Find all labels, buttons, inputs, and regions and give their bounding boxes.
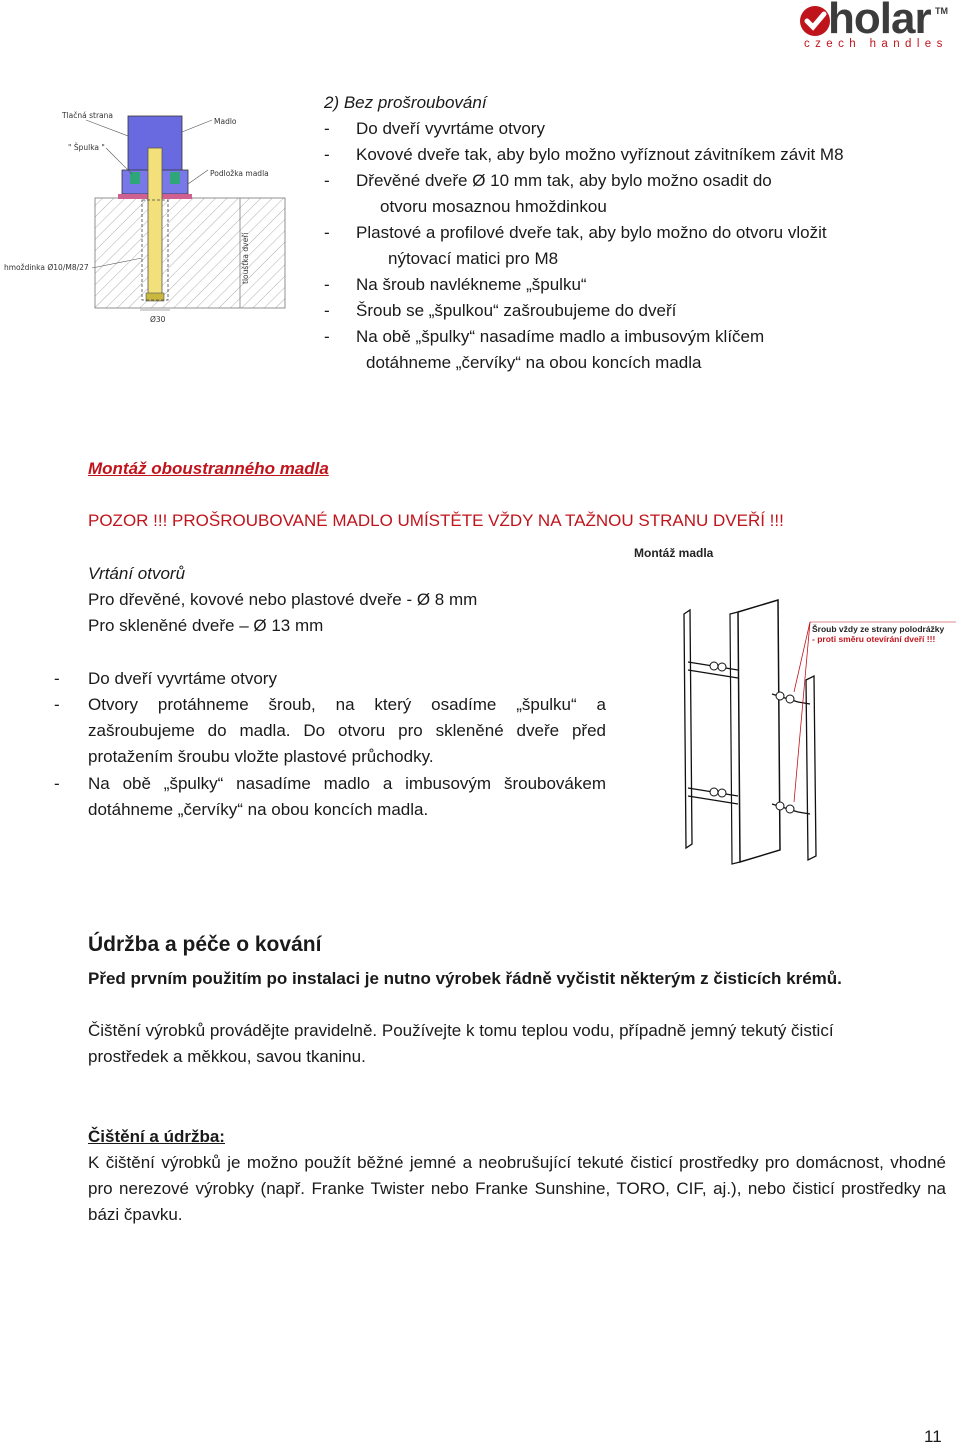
care-text: Čištění výrobků provádějte pravidelně. Používejte k tomu teplou vodu, případně jemný tekutý čisticí prostředek a měkkou, savou tkaninu. <box>88 1021 834 1066</box>
list-item: otvoru mosaznou hmoždinkou <box>380 197 607 216</box>
mount-warning: POZOR !!! PROŠROUBOVANÉ MADLO UMÍSTĚTE VŽDY NA TAŽNOU STRANU DVEŘÍ !!! <box>88 511 784 530</box>
list-item: Na obě „špulky“ nasadíme madlo a imbusovým klíčem <box>356 327 765 346</box>
mount-diagram-note1: Šroub vždy ze strany polodrážky <box>812 624 945 634</box>
list-item: Do dveří vyvrtáme otvory <box>356 119 545 138</box>
list-dash: - <box>324 275 330 294</box>
list-dash: - <box>324 119 330 138</box>
list-dash: - <box>324 223 330 242</box>
care-heading: Údržba a péče o kování <box>88 933 322 956</box>
diagram-label-tloustka: tloušťka dveří <box>241 232 250 284</box>
mount-heading: Montáž oboustranného madla <box>88 459 329 478</box>
diagram-label-podlozka: Podložka madla <box>210 169 269 178</box>
list-dash: - <box>324 301 330 320</box>
logo-check-icon <box>798 4 832 38</box>
logo <box>798 0 958 50</box>
diagram-label-madlo: Madlo <box>214 117 237 126</box>
list-item: Na šroub navlékneme „špulku“ <box>356 275 587 294</box>
logo-subtitle: czech handles <box>804 38 948 50</box>
drill-line1: Pro dřevěné, kovové nebo plastové dveře - Ø 8 mm <box>88 590 478 609</box>
page-number: 11 <box>924 1427 942 1446</box>
list-dash: - <box>324 145 330 164</box>
list-dash: - <box>54 669 60 688</box>
list-item: Kovové dveře tak, aby bylo možno vyříznout závitníkem závit M8 <box>356 145 844 164</box>
diagram-label-tlacna-strana: Tlačná strana <box>62 111 113 120</box>
cross-section-diagram <box>0 108 290 328</box>
diagram-label-prumer: Ø30 <box>150 315 166 324</box>
list-item: Na obě „špulky“ nasadíme madlo a imbusovým šroubovákem dotáhneme „červíky“ na obou koncích madla. <box>88 774 606 819</box>
list-item: Šroub se „špulkou“ zašroubujeme do dveří <box>356 301 677 320</box>
list-item: Plastové a profilové dveře tak, aby bylo možno do otvoru vložit <box>356 223 827 242</box>
mount-diagram-note2: - proti směru otevírání dveří !!! <box>812 634 936 644</box>
list-item: Otvory protáhneme šroub, na který osadíme „špulku“ a zašroubujeme do madla. Do otvoru pro skleněné dveře před protažením šroubu vložte plastové průchodky. <box>88 695 606 766</box>
logo-name: holar <box>828 0 931 43</box>
list-dash: - <box>324 171 330 190</box>
list-dash: - <box>324 327 330 346</box>
diagram-label-hmozdinka: hmoždinka Ø10/M8/27 <box>4 263 89 272</box>
list-dash: - <box>54 695 60 714</box>
list-item: Do dveří vyvrtáme otvory <box>88 669 277 688</box>
list-item: dotáhneme „červíky“ na obou koncích madla <box>366 353 702 372</box>
mount-diagram-title: Montáž madla <box>634 546 714 560</box>
logo-tm: TM <box>935 6 948 16</box>
cleaning-text: K čištění výrobků je možno použít běžné jemné a neobrušující tekuté čisticí prostředky pro domácnost, vhodné pro nerezové výrobky (např. Franke Twister nebo Franke Sunshine, TORO, CIF, aj.), nebo čisticí prostředky na bázi čpavku. <box>88 1153 946 1224</box>
cleaning-heading: Čištění a údržba: <box>88 1127 225 1146</box>
mount-diagram <box>630 544 956 874</box>
drill-title: Vrtání otvorů <box>88 564 186 583</box>
list-dash: - <box>54 774 60 793</box>
diagram-label-spulka: " Špulka " <box>68 143 105 152</box>
drill-line2: Pro skleněné dveře – Ø 13 mm <box>88 616 324 635</box>
list-item: nýtovací matici pro M8 <box>388 249 559 268</box>
list-item: Dřevěné dveře Ø 10 mm tak, aby bylo možno osadit do <box>356 171 772 190</box>
door-handle-illustration <box>630 544 956 874</box>
section2-title: 2) Bez prošroubování <box>324 93 487 112</box>
care-bold-text: Před prvním použitím po instalaci je nutno výrobek řádně vyčistit některým z čisticích krémů. <box>88 969 842 988</box>
